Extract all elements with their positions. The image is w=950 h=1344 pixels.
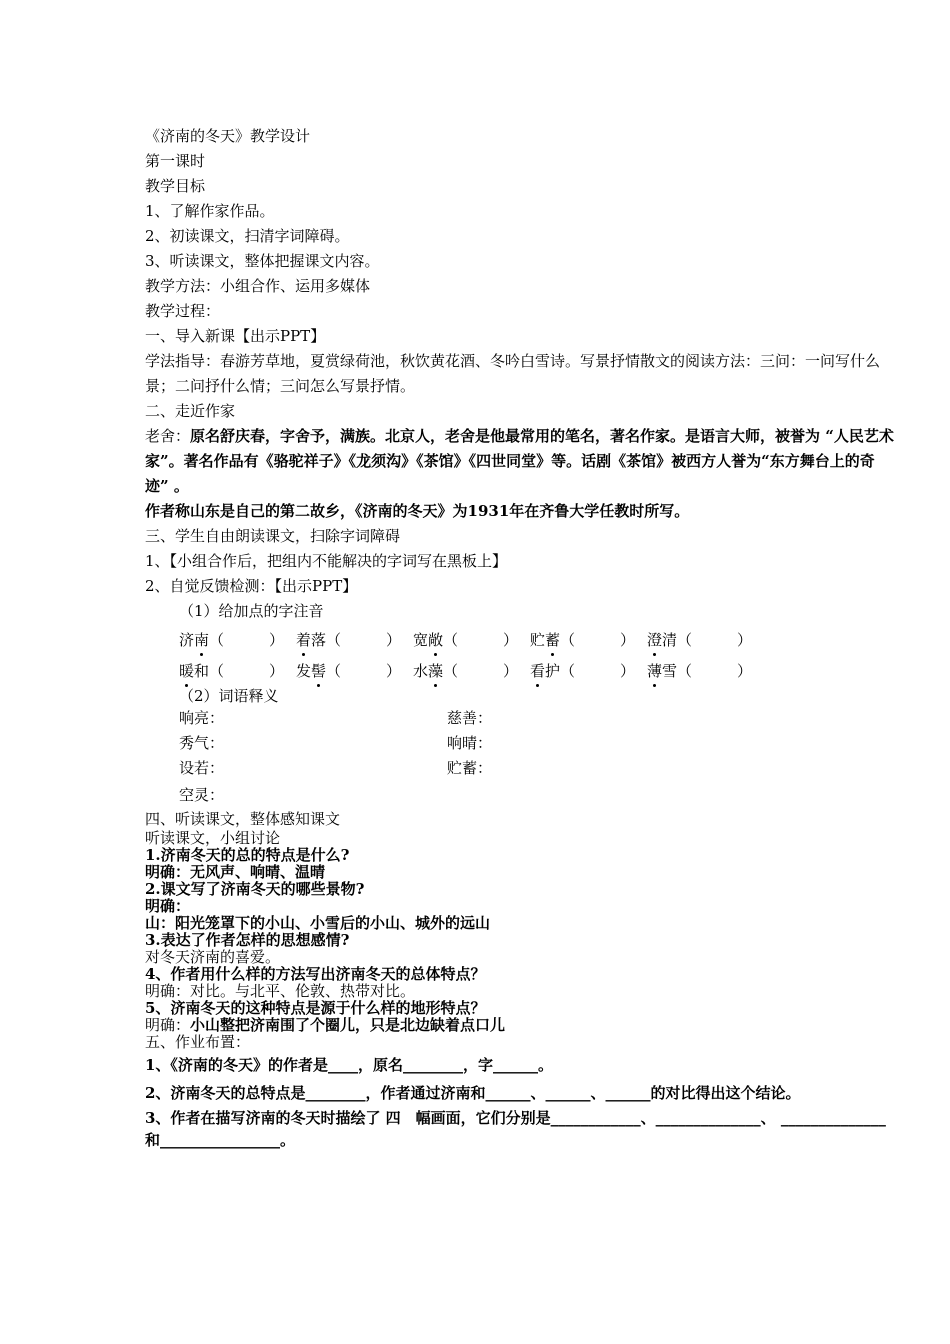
- document-page: [145, 124, 897, 1151]
- author-note: 作者称山东是自己的第二故乡，《济南的冬天》为1931年在齐鲁大学任教时所写。: [145, 502, 690, 520]
- pinyin-item: 着落（ ）: [296, 631, 402, 649]
- answer: [145, 1017, 897, 1034]
- pinyin-item: 济南（ ）: [179, 631, 285, 649]
- section-heading: 三、学生自由朗读课文，扫除字词障碍: [145, 527, 401, 545]
- objective-item: 2、初读课文，扫清字词障碍。: [145, 227, 350, 245]
- homework-item: 2、济南冬天的总特点是________，作者通过济南和______、______、______的对比得出这个结论。: [145, 1084, 801, 1102]
- question: 4、作者用什么样的方法写出济南冬天的总体特点？: [145, 965, 486, 983]
- pinyin-item: 宽敞（ ）: [413, 631, 519, 649]
- study-guide: 学法指导：春游芳草地，夏赏绿荷池，秋饮黄花酒、冬吟白雪诗。写景抒情散文的阅读方法：三问：一问写什么景；二问抒什么情；三问怎么写景抒情。: [145, 352, 881, 395]
- section-heading: 二、走近作家: [145, 402, 236, 420]
- pinyin-row: [145, 624, 897, 655]
- lesson-label: 第一课时: [145, 152, 206, 170]
- vocab-item: 响晴：: [447, 734, 493, 752]
- answer: 对冬天济南的喜爱。: [145, 948, 281, 966]
- objective-item: 3、听读课文，整体把握课文内容。: [145, 252, 380, 270]
- pinyin-item: 薄雪（ ）: [647, 662, 753, 680]
- vocab-item: 响亮：: [179, 709, 225, 727]
- teaching-method: 教学方法：小组合作、运用多媒体: [145, 277, 371, 295]
- question: 5、济南冬天的这种特点是源于什么样的地形特点？: [145, 999, 486, 1017]
- vocab-item: 秀气：: [179, 734, 225, 752]
- author-intro: [145, 424, 897, 499]
- pinyin-item: 澄清（ ）: [647, 631, 753, 649]
- section-heading: 五、作业布置：: [145, 1033, 251, 1051]
- answer: 明确：无风声、响晴、温晴: [145, 863, 326, 881]
- section-heading: 四、听读课文，整体感知课文: [145, 810, 341, 828]
- pinyin-row: [145, 655, 897, 686]
- question: 2.课文写了济南冬天的哪些景物?: [145, 880, 365, 898]
- vocab-item: 空灵：: [179, 786, 225, 804]
- step-item: 1、【小组合作后，把组内不能解决的字词写在黑板上】: [145, 552, 508, 570]
- homework-item: 1、《济南的冬天》的作者是____，原名________，字______。: [145, 1056, 553, 1074]
- vocab-item: [447, 781, 647, 808]
- pinyin-item: 贮蓄（ ）: [530, 631, 636, 649]
- answer-label: 明确：: [145, 1016, 191, 1034]
- objective-item: 1、了解作家作品。: [145, 202, 275, 220]
- teaching-process: 教学过程：: [145, 302, 221, 320]
- section-heading: 一、导入新课【出示PPT】: [145, 327, 326, 345]
- vocab-item: 慈善：: [447, 709, 493, 727]
- vocab-item: 设若：: [179, 759, 225, 777]
- author-text: 原名舒庆春，字舍予，满族。北京人，老舍是他最常用的笔名，著名作家。是语言大师，被誉为 “人民艺术家”。著名作品有《骆驼祥子》《龙须沟》《茶馆》《四世同堂》等。话剧《茶馆》被西方人誉为“东方舞台上的奇迹” 。: [145, 427, 894, 495]
- sub-heading: （2）词语释义: [179, 687, 279, 705]
- homework-item: 3、作者在描写济南的冬天时描绘了 四 幅画面，它们分别是____________、______________、 ______________和________________。: [145, 1109, 886, 1149]
- discussion-label: 听读课文，小组讨论: [145, 829, 281, 847]
- question: 3.表达了作者怎样的思想感情?: [145, 931, 350, 949]
- pinyin-item: 水藻（ ）: [413, 662, 519, 680]
- pinyin-item: 看护（ ）: [530, 662, 636, 680]
- answer-label: 明确：: [145, 897, 191, 915]
- pinyin-item: 发髻（ ）: [296, 662, 402, 680]
- answer: 明确：对比。与北平、伦敦、热带对比。: [145, 982, 416, 1000]
- objectives-heading: 教学目标: [145, 177, 206, 195]
- step-item: 2、自觉反馈检测：【出示PPT】: [145, 577, 358, 595]
- vocab-grid: [145, 706, 897, 808]
- pinyin-item: 暖和（ ）: [179, 662, 285, 680]
- answer: 山：阳光笼罩下的小山、小雪后的小山、城外的远山: [145, 914, 491, 932]
- doc-title: 《济南的冬天》教学设计: [145, 127, 311, 145]
- question: 1.济南冬天的总的特点是什么?: [145, 846, 350, 864]
- sub-heading: （1）给加点的字注音: [179, 602, 324, 620]
- author-label: 老舍：: [145, 427, 191, 445]
- vocab-item: 贮蓄：: [447, 759, 493, 777]
- answer-text: 小山整把济南围了个圈儿，只是北边缺着点口儿: [190, 1016, 506, 1034]
